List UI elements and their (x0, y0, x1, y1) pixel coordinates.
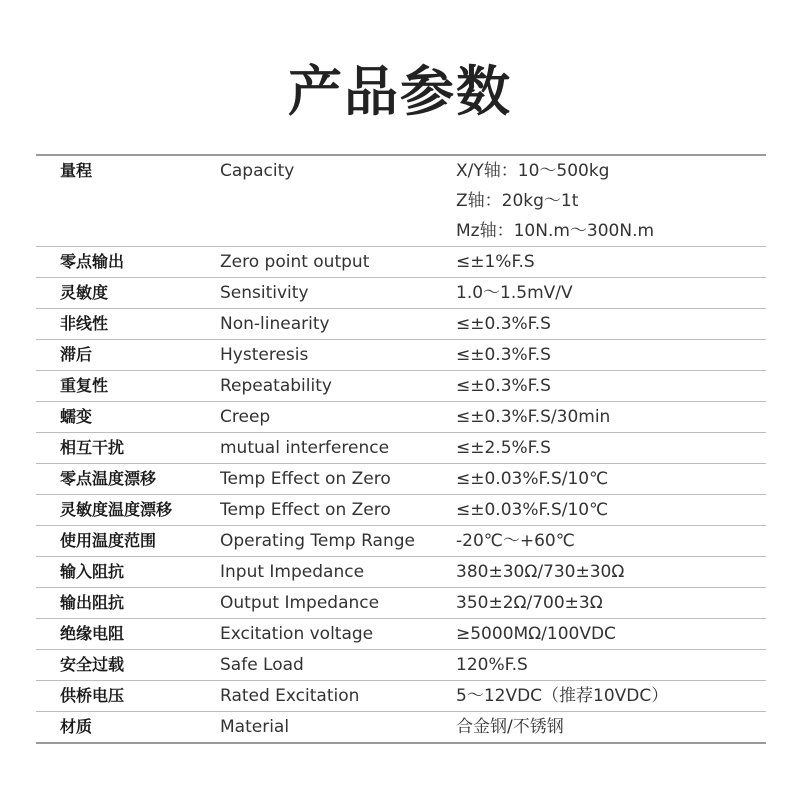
param-value (456, 619, 766, 649)
param-name-en-text: Zero point output (220, 252, 370, 272)
table-row (36, 681, 766, 712)
param-name-cn-text: 滞后 (60, 345, 93, 364)
param-name-en (220, 309, 456, 339)
param-name-cn-text: 零点温度漂移 (60, 469, 157, 488)
table-row (36, 619, 766, 650)
param-name-en (220, 464, 456, 494)
param-name-en (220, 557, 456, 587)
param-name-en-text: Creep (220, 407, 271, 427)
param-value (456, 433, 766, 463)
param-name-en (220, 247, 456, 277)
param-name-en-text: Temp Effect on Zero (220, 469, 391, 489)
param-name-cn (36, 464, 220, 494)
param-name-en-text: Sensitivity (220, 283, 309, 303)
page-title: 产品参数 (288, 60, 512, 123)
param-value-line: 合金钢/不锈钢 (456, 717, 564, 737)
param-value-line: ≤±0.3%F.S (456, 376, 551, 396)
param-name-cn-text: 绝缘电阻 (60, 624, 125, 643)
param-name-en-text: Capacity (220, 161, 295, 181)
param-name-en-text: Excitation voltage (220, 624, 374, 644)
param-name-cn (36, 371, 220, 401)
param-name-cn-text: 灵敏度 (60, 283, 109, 302)
param-value (456, 340, 766, 370)
param-value-line: 350±2Ω/700±3Ω (456, 593, 603, 613)
table-row (36, 309, 766, 340)
param-value (456, 712, 766, 742)
param-value (456, 371, 766, 401)
table-row (36, 650, 766, 681)
table-row (36, 278, 766, 309)
param-name-en (220, 712, 456, 742)
param-name-en-text: Rated Excitation (220, 686, 360, 706)
param-name-en-text: Safe Load (220, 655, 304, 675)
table-row (36, 340, 766, 371)
param-name-en (220, 278, 456, 308)
param-value-line: 5～12VDC（推荐10VDC） (456, 686, 669, 706)
param-name-en-text: Operating Temp Range (220, 531, 415, 551)
param-name-en (220, 340, 456, 370)
param-name-cn (36, 495, 220, 525)
param-value (456, 156, 766, 246)
param-name-cn (36, 712, 220, 742)
param-value-line: Z轴：20kg～1t (456, 191, 579, 211)
param-name-en-text: Output Impedance (220, 593, 380, 613)
param-name-en-text: Repeatability (220, 376, 332, 396)
param-value-line: Mz轴：10N.m～300N.m (456, 221, 655, 241)
param-name-cn-text: 使用温度范围 (60, 531, 157, 550)
param-name-cn-text: 输入阻抗 (60, 562, 125, 581)
param-value (456, 278, 766, 308)
param-name-cn-text: 供桥电压 (60, 686, 125, 705)
param-name-cn (36, 156, 220, 246)
param-name-en (220, 371, 456, 401)
table-row (36, 247, 766, 278)
param-value-line: 1.0～1.5mV/V (456, 283, 573, 303)
param-name-cn (36, 619, 220, 649)
param-name-cn-text: 相互干扰 (60, 438, 125, 457)
param-name-cn (36, 650, 220, 680)
param-name-en-text: Temp Effect on Zero (220, 500, 391, 520)
param-name-cn (36, 526, 220, 556)
param-value (456, 526, 766, 556)
param-value-line: 380±30Ω/730±30Ω (456, 562, 625, 582)
table-row (36, 433, 766, 464)
param-value-line: ≤±0.3%F.S (456, 345, 551, 365)
param-name-cn-text: 零点输出 (60, 252, 125, 271)
param-name-en-text: Material (220, 717, 290, 737)
param-value (456, 464, 766, 494)
param-value-line: ≤±0.3%F.S/30min (456, 407, 611, 427)
param-name-cn (36, 433, 220, 463)
param-name-en-text: Non-linearity (220, 314, 330, 334)
param-name-en (220, 619, 456, 649)
table-row (36, 464, 766, 495)
param-value (456, 495, 766, 525)
param-value-line: ≤±0.3%F.S (456, 314, 551, 334)
param-value (456, 650, 766, 680)
spec-table (36, 154, 766, 744)
param-name-cn-text: 安全过载 (60, 655, 125, 674)
param-name-cn (36, 278, 220, 308)
param-value (456, 402, 766, 432)
param-name-cn-text: 量程 (60, 161, 93, 180)
param-name-en-text: Input Impedance (220, 562, 365, 582)
param-value-line: 120%F.S (456, 655, 528, 675)
param-name-en (220, 588, 456, 618)
param-name-cn-text: 灵敏度温度漂移 (60, 500, 173, 519)
param-name-en (220, 156, 456, 246)
param-name-cn (36, 309, 220, 339)
param-value (456, 247, 766, 277)
param-name-en (220, 402, 456, 432)
param-name-en-text: mutual interference (220, 438, 390, 458)
param-value-line: ≤±1%F.S (456, 252, 535, 272)
param-name-en (220, 650, 456, 680)
param-value-line: ≤±2.5%F.S (456, 438, 551, 458)
table-row (36, 712, 766, 742)
param-value (456, 588, 766, 618)
table-row (36, 156, 766, 247)
param-name-cn-text: 材质 (60, 717, 93, 736)
param-name-cn-text: 蠕变 (60, 407, 93, 426)
param-name-cn (36, 340, 220, 370)
param-value-line: ≥5000MΩ/100VDC (456, 624, 616, 644)
param-value-line: -20℃～+60℃ (456, 531, 575, 551)
param-value-line: ≤±0.03%F.S/10℃ (456, 469, 609, 489)
table-row (36, 495, 766, 526)
param-name-cn-text: 输出阻抗 (60, 593, 125, 612)
param-name-cn (36, 247, 220, 277)
param-name-en (220, 681, 456, 711)
table-row (36, 526, 766, 557)
table-row (36, 557, 766, 588)
param-name-cn (36, 402, 220, 432)
table-row (36, 588, 766, 619)
param-value-line: X/Y轴：10～500kg (456, 161, 610, 181)
param-name-en (220, 495, 456, 525)
param-name-en-text: Hysteresis (220, 345, 309, 365)
param-name-cn (36, 557, 220, 587)
table-row (36, 371, 766, 402)
param-value (456, 557, 766, 587)
param-value (456, 309, 766, 339)
param-name-en (220, 526, 456, 556)
table-row (36, 402, 766, 433)
param-value (456, 681, 766, 711)
param-name-cn (36, 681, 220, 711)
param-name-en (220, 433, 456, 463)
param-name-cn (36, 588, 220, 618)
param-value-line: ≤±0.03%F.S/10℃ (456, 500, 609, 520)
param-name-cn-text: 非线性 (60, 314, 109, 333)
param-name-cn-text: 重复性 (60, 376, 109, 395)
